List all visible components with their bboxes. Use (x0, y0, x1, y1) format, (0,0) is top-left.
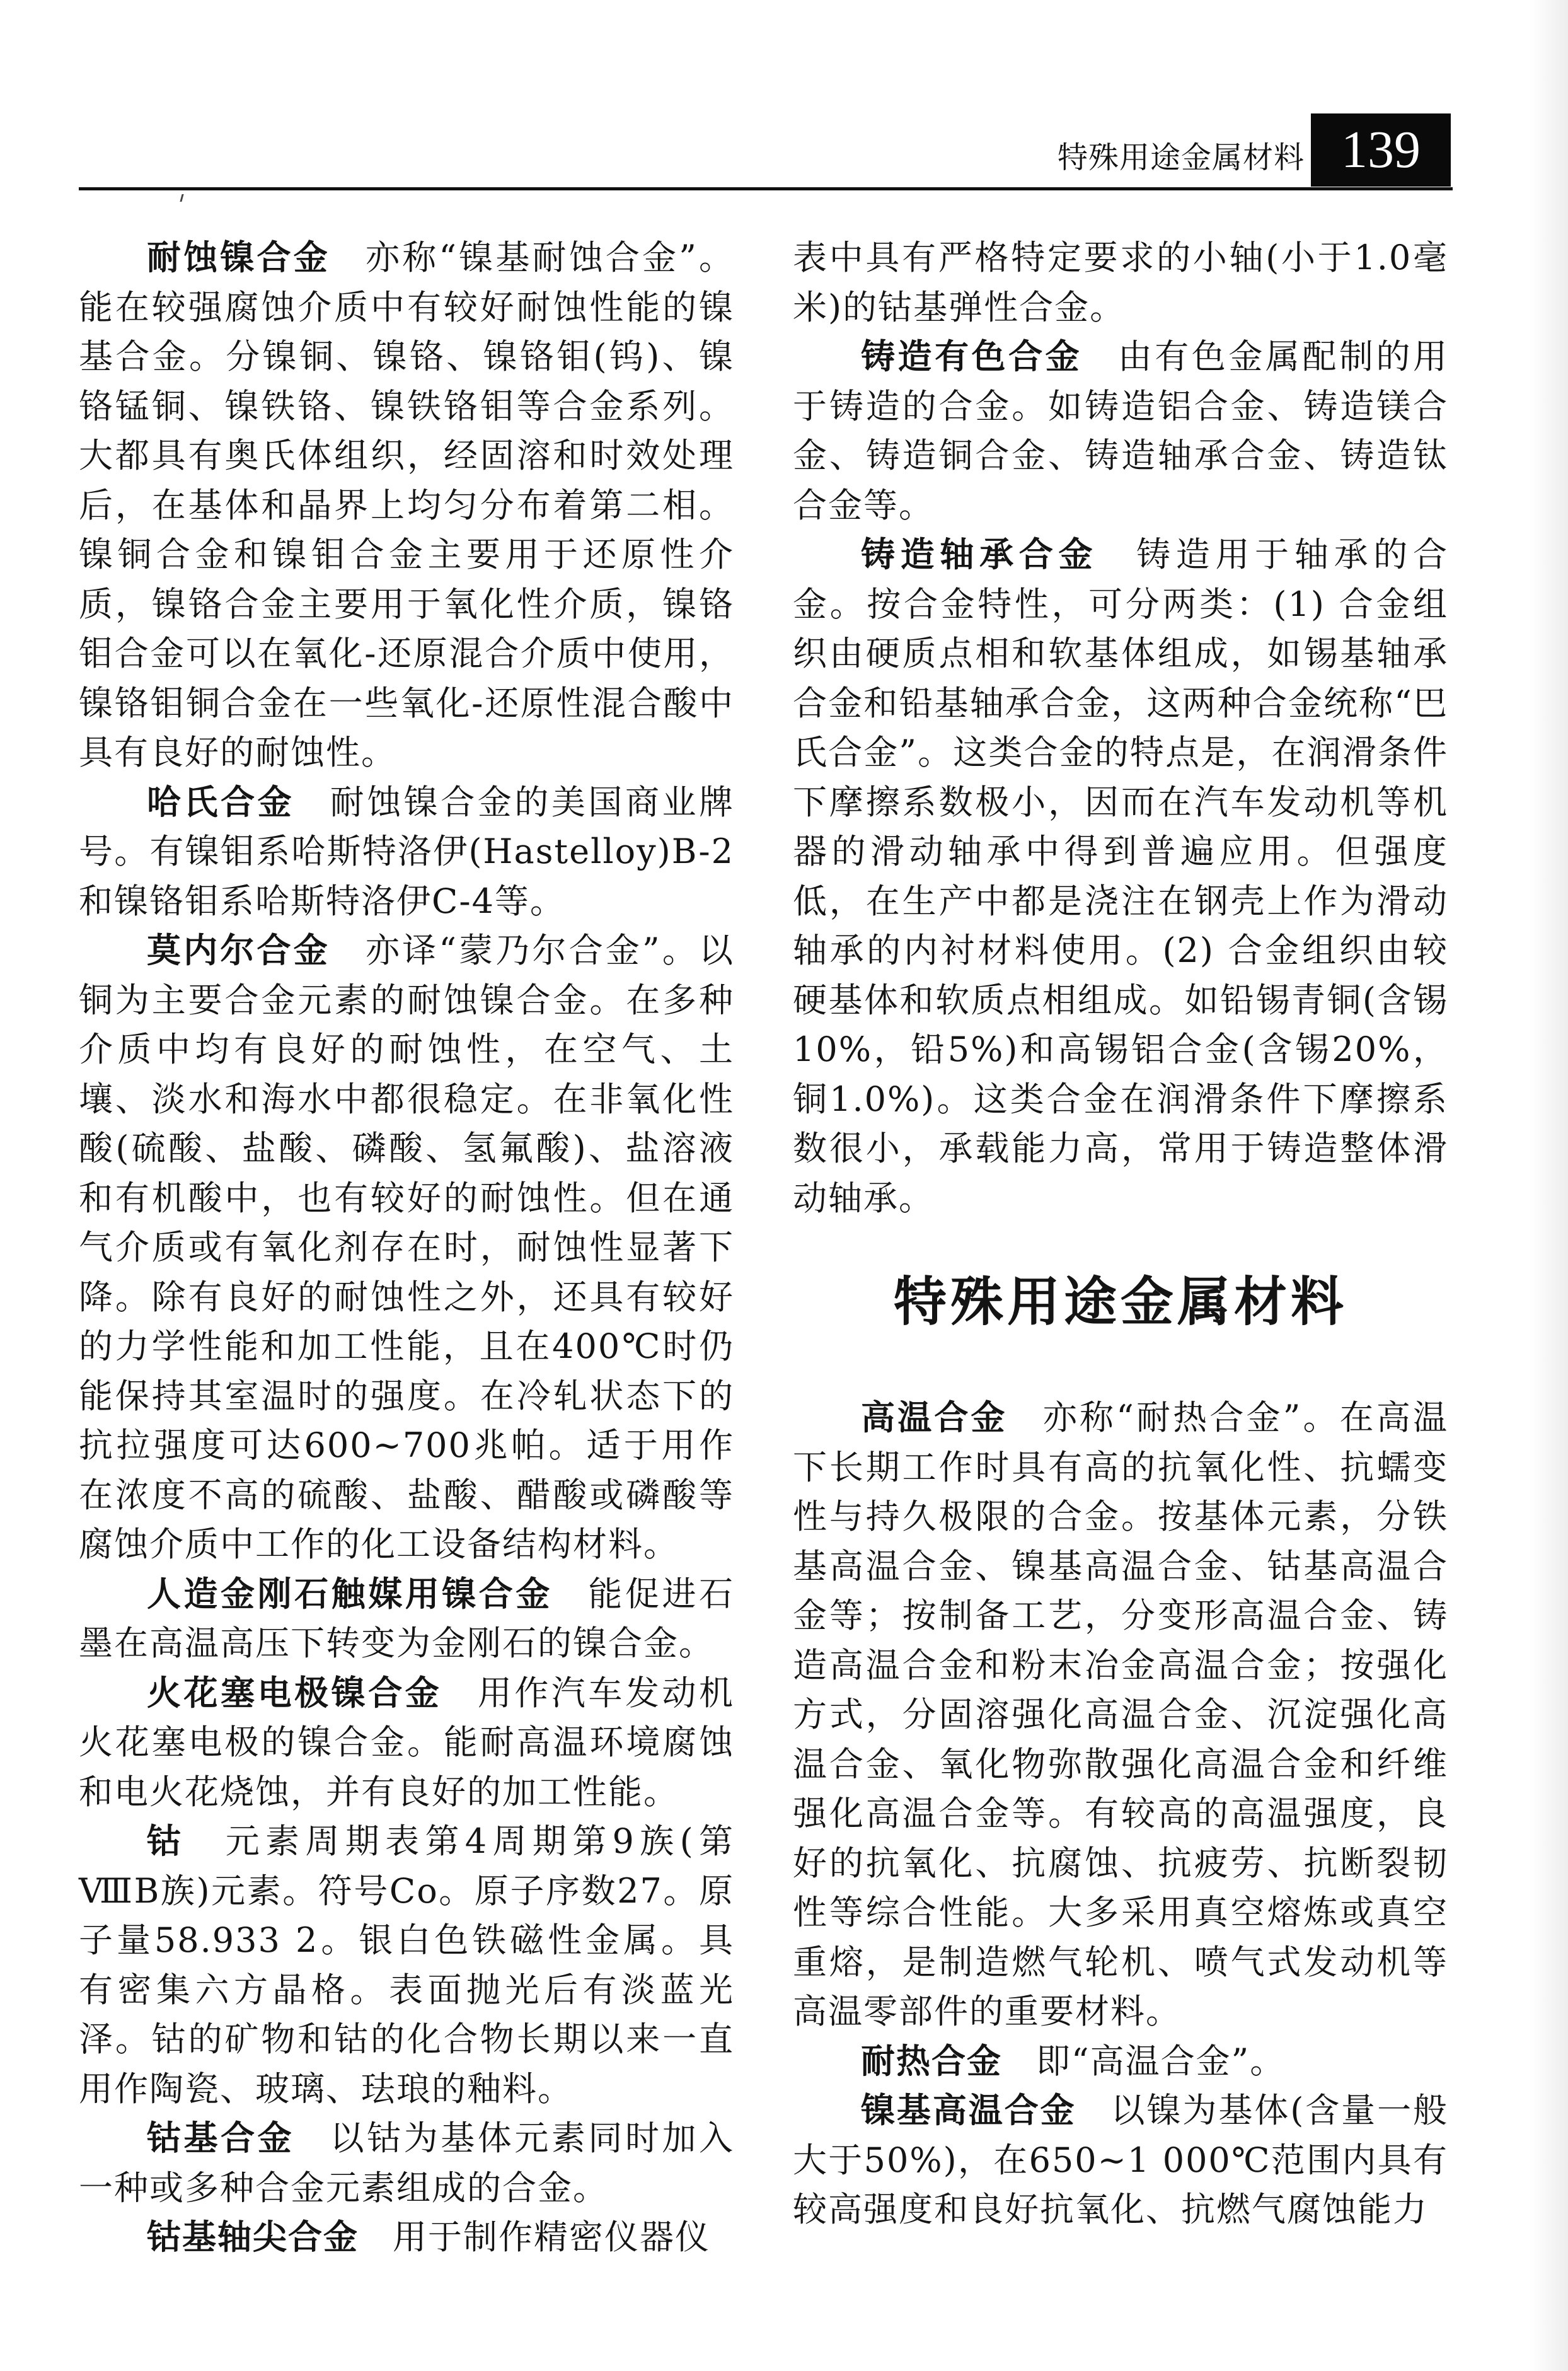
entry-heat-resistant-alloy (793, 2037, 1448, 2087)
entry-text: 铸造用于轴承的合金。按合金特性，可分两类：(1) 合金组织由硬质点相和软基体组成，如锡基轴承合金和铅基轴承合金，这两种合金统称“巴氏合金”。这类合金的特点是，在润滑条件下摩擦系数极小，因而在汽车发动机等机器的滑动轴承中得到普遍应用。但强度低，在生产中都是浇注在钢壳上作为滑动轴承的内衬材料使用。(2) 合金组织由较硬基体和软质点相组成。如铅锡青铜(含锡10%，铅5%)和高锡铝合金(含锡20%，铜1.0%)。这类合金在润滑条件下摩擦系数很小，承载能力高，常用于铸造整体滑动轴承。 (793, 535, 1449, 1218)
entry-hastelloy (79, 778, 734, 927)
entry-text: 用作汽车发动机火花塞电极的镍合金。能耐高温环境腐蚀和电火花烧蚀，并有良好的加工性能。 (79, 1672, 735, 1812)
entry-term: 钴基合金 (147, 2118, 295, 2158)
entry-term: 耐热合金 (861, 2041, 1002, 2081)
page-edge-shading (1530, 0, 1568, 2371)
entry-term: 人造金刚石触媒用镍合金 (147, 1574, 553, 1614)
entry-text: 以钴为基体元素同时加入一种或多种合金元素组成的合金。 (79, 2118, 735, 2208)
print-artifact (180, 194, 183, 202)
entry-text: 亦译“蒙乃尔合金”。以铜为主要合金元素的耐蚀镍合金。在多种介质中均有良好的耐蚀性，在空气、土壤、淡水和海水中都很稳定。在非氧化性酸(硫酸、盐酸、磷酸、氢氟酸)、盐溶液和有机酸中，也有较好的耐蚀性。但在通气介质或有氧化剂存在时，耐蚀性显著下降。除有良好的耐蚀性之外，还具有较好的力学性能和加工性能，且在400℃时仍能保持其室温时的强度。在冷轧状态下的抗拉强度可达600~700兆帕。适于用作在浓度不高的硫酸、盐酸、醋酸或磷酸等腐蚀介质中工作的化工设备结构材料。 (79, 930, 734, 1564)
entry-term: 高温合金 (861, 1398, 1008, 1437)
right-column (793, 233, 1448, 2235)
entry-cobalt (79, 1817, 734, 2114)
entry-term: 镍基高温合金 (861, 2090, 1076, 2130)
entry-text: 用于制作精密仪器仪 (393, 2217, 710, 2257)
entry-text: 能促进石墨在高温高压下转变为金刚石的镍合金。 (79, 1574, 735, 1663)
entry-term: 钴基轴尖合金 (147, 2217, 359, 2257)
entry-term: 钴 (147, 1821, 187, 1861)
entry-text: 由有色金属配制的用于铸造的合金。如铸造铝合金、铸造镁合金、铸造铜合金、铸造轴承合金、铸造钛合金等。 (793, 337, 1449, 525)
entry-diamond-catalyst-nickel-alloy (79, 1570, 734, 1669)
entry-cobalt-base-alloy (79, 2114, 734, 2213)
entry-corrosion-resistant-nickel-alloy (79, 233, 734, 778)
entry-term: 哈氏合金 (147, 782, 295, 822)
entry-text: 元素周期表第4周期第9族(第ⅧB族)元素。符号Co。原子序数27。原子量58.933 2。银白色铁磁性金属。具有密集六方晶格。表面抛光后有淡蓝光泽。钴的矿物和钴的化合物长期以来一直用作陶瓷、玻璃、珐琅的釉料。 (79, 1821, 735, 2109)
entry-term: 火花塞电极镍合金 (147, 1672, 442, 1713)
entry-text: 即“高温合金”。 (1036, 2041, 1286, 2081)
continued-text: 表中具有严格特定要求的小轴(小于1.0毫米)的钴基弹性合金。 (793, 238, 1448, 327)
entry-term: 铸造轴承合金 (861, 535, 1098, 574)
entry-text: 亦称“耐热合金”。在高温下长期工作时具有高的抗氧化性、抗蠕变性与持久极限的合金。按基体元素，分铁基高温合金、镍基高温合金、钴基高温合金等；按制备工艺，分变形高温合金、铸造高温合金和粉末冶金高温合金；按强化方式，分固溶强化高温合金、沉淀强化高温合金、氧化物弥散强化高温合金和纤维强化高温合金等。有较高的高温强度，良好的抗氧化、抗腐蚀、抗疲劳、抗断裂韧性等综合性能。大多采用真空熔炼或真空重熔，是制造燃气轮机、喷气式发动机等高温零部件的重要材料。 (793, 1398, 1449, 2031)
entry-text: 耐蚀镍合金的美国商业牌号。有镍钼系哈斯特洛伊(Hastelloy)B-2和镍铬钼系哈斯特洛伊C-4等。 (79, 782, 735, 921)
left-column (79, 233, 734, 2263)
entry-cast-bearing-alloy (793, 530, 1448, 1223)
header-rule (79, 187, 1453, 190)
entry-term: 莫内尔合金 (147, 930, 330, 970)
entry-superalloy (793, 1393, 1448, 2037)
running-head-title: 特殊用途金属材料 (1057, 140, 1305, 175)
entry-text: 亦称“镍基耐蚀合金”。能在较强腐蚀介质中有较好耐蚀性能的镍基合金。分镍铜、镍铬、镍铬钼(钨)、镍铬锰铜、镍铁铬、镍铁铬钼等合金系列。大都具有奥氏体组织，经固溶和时效处理后，在基体和晶界上均匀分布着第二相。镍铜合金和镍钼合金主要用于还原性介质，镍铬合金主要用于氧化性介质，镍铬钼合金可以在氧化-还原混合介质中使用，镍铬钼铜合金在一些氧化-还原性混合酸中具有良好的耐蚀性。 (79, 238, 734, 772)
section-title: 特殊用途金属材料 (893, 1271, 1347, 1333)
entry-text: 以镍为基体(含量一般大于50%)，在650~1 000℃范围内具有较高强度和良好抗氧化、抗燃气腐蚀能力 (793, 2090, 1449, 2229)
entry-nickel-base-superalloy (793, 2086, 1448, 2235)
entry-monel (79, 926, 734, 1570)
entry-cast-nonferrous-alloy (793, 332, 1448, 530)
entry-term: 耐蚀镍合金 (147, 238, 330, 277)
entry-term: 铸造有色合金 (861, 337, 1083, 376)
entry-spark-plug-nickel-alloy (79, 1669, 734, 1817)
entry-cobalt-pivot-alloy (79, 2213, 734, 2263)
page-number: 139 (1311, 113, 1451, 187)
